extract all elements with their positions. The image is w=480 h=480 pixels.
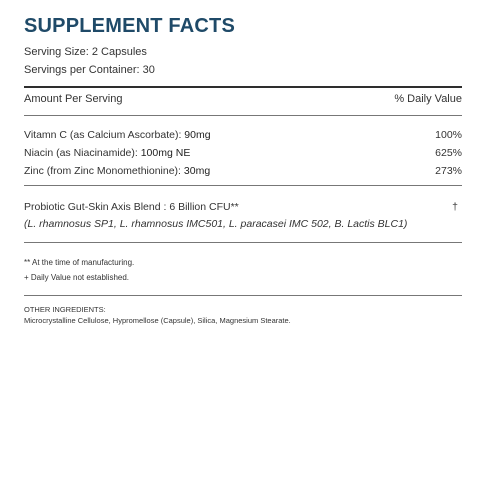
nutrient-dv: 100% (435, 129, 462, 141)
nutrient-label (24, 162, 210, 180)
blend-row (24, 198, 462, 216)
other-ingredients-text: Microcrystalline Cellulose, Hypromellose (Capsule), Silica, Magnesium Stearate. (24, 316, 291, 325)
other-ingredients-heading: OTHER INGREDIENTS: (24, 305, 106, 314)
other-ingredients (24, 296, 462, 326)
nutrient-dv: 273% (435, 165, 462, 177)
nutrient-row (24, 162, 462, 180)
panel-title: SUPPLEMENT FACTS (24, 15, 235, 37)
footnotes (24, 243, 462, 295)
nutrient-amount: 100mg NE (140, 147, 191, 159)
amount-per-serving-header: Amount Per Serving (24, 93, 123, 105)
blend-dv: † (452, 201, 458, 213)
nutrient-row (24, 144, 462, 162)
blend-amount: 6 Billion CFU** (169, 201, 239, 213)
daily-value-header: % Daily Value (394, 93, 462, 105)
nutrient-label (24, 126, 211, 144)
nutrient-name: Vitamn C (as Calcium Ascorbate): (24, 129, 182, 141)
nutrient-label (24, 144, 190, 162)
supplement-facts-panel (24, 14, 462, 326)
nutrient-amount: 90mg (184, 129, 211, 141)
blend-strains: (L. rhamnosus SP1, L. rhamnosus IMC501, L. paracasei IMC 502, B. Lactis BLC1) (24, 218, 408, 230)
serving-size: Serving Size: 2 Capsules (24, 46, 147, 58)
table-header (24, 88, 462, 115)
blend-label (24, 198, 239, 216)
nutrient-name: Zinc (from Zinc Monomethionine): (24, 165, 181, 177)
nutrient-name: Niacin (as Niacinamide): (24, 147, 138, 159)
nutrient-list (24, 116, 462, 185)
footnote-daily-value: + Daily Value not established. (24, 273, 130, 282)
servings-per-container: Servings per Container: 30 (24, 64, 155, 76)
nutrient-amount: 30mg (183, 165, 211, 177)
serving-info (24, 44, 462, 80)
probiotic-blend (24, 186, 462, 242)
footnote-manufacturing: ** At the time of manufacturing. (24, 258, 135, 267)
nutrient-row (24, 126, 462, 144)
blend-name: Probiotic Gut-Skin Axis Blend : (24, 201, 167, 213)
nutrient-dv: 625% (435, 147, 462, 159)
